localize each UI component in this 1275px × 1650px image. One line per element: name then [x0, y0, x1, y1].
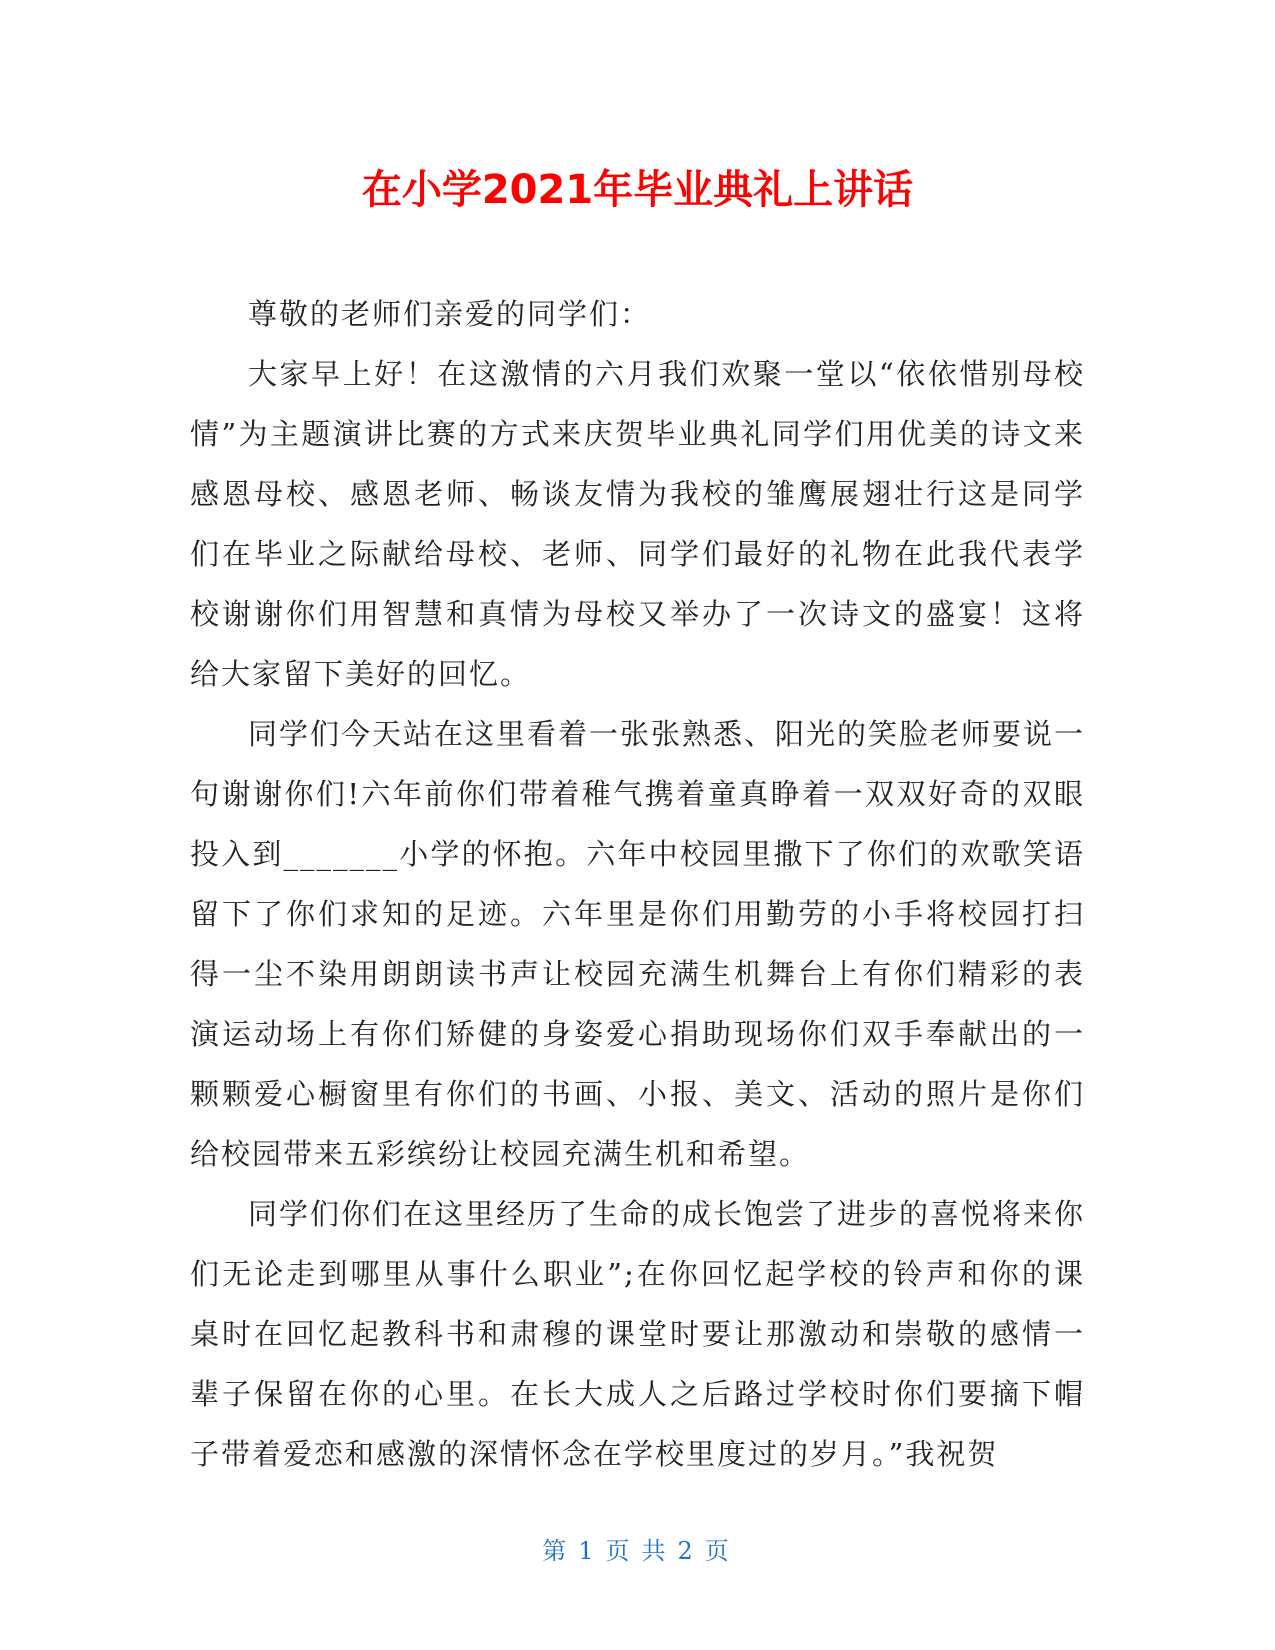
footer-prefix: 第 — [542, 1537, 571, 1565]
footer-page-word: 页 — [605, 1537, 634, 1565]
document-title: 在小学2021年毕业典礼上讲话 — [361, 167, 914, 213]
salutation-paragraph: 尊敬的老师们亲爱的同学们： — [248, 297, 652, 331]
page-footer — [0, 1535, 1275, 1567]
body-paragraph: 同学们你们在这里经历了生命的成长饱尝了进步的喜悦将来你们无论走到哪里从事什么职业”;在你回忆起学校的铃声和你的课桌时在回忆起教科书和肃穆的课堂时要让那激动和崇敬的感情一辈子保留在你的心里。在长大成人之后路过学校时你们要摘下帽子带着爱恋和感激的深情怀念在学校里度过的岁月。”我祝贺 — [190, 1197, 1086, 1471]
footer-suffix: 页 — [704, 1537, 733, 1565]
footer-total-prefix: 共 — [641, 1537, 670, 1565]
body-paragraph: 大家早上好！在这激情的六月我们欢聚一堂以“依依惜别母校情”为主题演讲比赛的方式来庆贺毕业典礼同学们用优美的诗文来感恩母校、感恩老师、畅谈友情为我校的雏鹰展翅壮行这是同学们在毕业之际献给母校、老师、同学们最好的礼物在此我代表学校谢谢你们用智慧和真情为母校又举办了一次诗文的盛宴！这将给大家留下美好的回忆。 — [190, 357, 1085, 691]
footer-total-pages: 2 — [677, 1537, 697, 1565]
footer-current-page: 1 — [578, 1537, 598, 1565]
document-body — [190, 284, 1085, 1484]
body-paragraph: 同学们今天站在这里看着一张张熟悉、阳光的笑脸老师要说一句谢谢你们!六年前你们带着稚气携着童真睁着一双双好奇的双眼投入到_______小学的怀抱。六年中校园里撒下了你们的欢歌笑语留下了你们求知的足迹。六年里是你们用勤劳的小手将校园打扫得一尘不染用朗朗读书声让校园充满生机舞台上有你们精彩的表演运动场上有你们矫健的身姿爱心捐助现场你们双手奉献出的一颗颗爱心橱窗里有你们的书画、小报、美文、活动的照片是你们给校园带来五彩缤纷让校园充满生机和希望。 — [190, 717, 1086, 1171]
